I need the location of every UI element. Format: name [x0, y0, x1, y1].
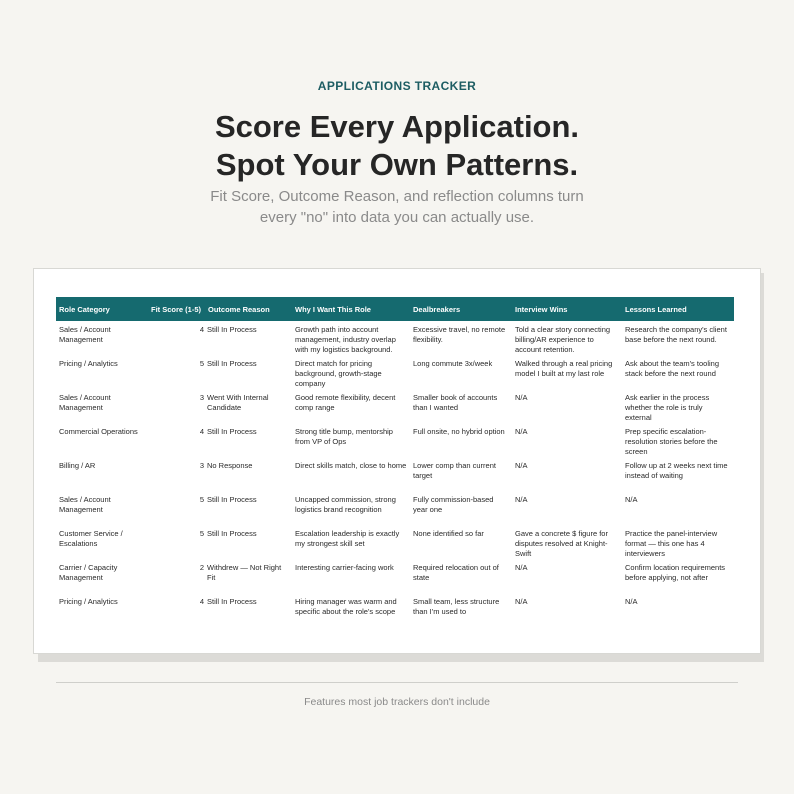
dealbreakers-cell: Smaller book of accounts than I wanted	[413, 393, 498, 412]
fit-score-cell: 4	[199, 325, 204, 334]
dealbreakers-cell: Lower comp than current target	[413, 461, 496, 480]
role-category-cell: Billing / AR	[59, 461, 96, 470]
why-i-want-cell: Interesting carrier-facing work	[295, 563, 394, 572]
dealbreakers-cell: Excessive travel, no remote flexibility.	[413, 325, 506, 344]
lessons-learned-cell: Prep specific escalation-resolution stories before the screen	[625, 427, 718, 456]
headline-line-1: Score Every Application.	[214, 109, 580, 144]
why-i-want-cell: Good remote flexibility, decent comp range	[295, 393, 396, 412]
why-i-want-cell: Escalation leadership is exactly my strongest skill set	[295, 529, 400, 548]
fit-score-cell: 5	[199, 529, 204, 538]
dealbreakers-cell: Long commute 3x/week	[413, 359, 493, 368]
role-category-cell: Carrier / Capacity Management	[59, 563, 118, 582]
dealbreakers-cell: Required relocation out of state	[413, 563, 499, 582]
subheadline-line-1: Fit Score, Outcome Reason, and reflection columns turn	[210, 188, 584, 205]
lessons-learned-cell: Practice the panel-interview format — this one has 4 interviewers	[625, 529, 718, 558]
interview-wins-cell: N/A	[515, 563, 528, 572]
dealbreakers-cell: None identified so far	[413, 529, 484, 538]
role-category-cell: Sales / Account Management	[59, 325, 111, 344]
tracker-table	[56, 297, 734, 627]
subheadline	[0, 186, 794, 228]
role-category-cell: Customer Service / Escalations	[59, 529, 123, 548]
table-header-row	[56, 297, 734, 321]
table-row	[56, 355, 734, 389]
why-i-want-cell: Direct skills match, close to home	[295, 461, 407, 470]
lessons-learned-cell: Ask about the team's tooling stack before the next round	[625, 359, 719, 378]
outcome-reason-cell: Still In Process	[207, 597, 257, 606]
role-category-cell: Commercial Operations	[59, 427, 138, 436]
outcome-reason-cell: Still In Process	[207, 325, 257, 334]
interview-wins-cell: Told a clear story connecting billing/AR experience to account retention.	[515, 325, 611, 354]
column-header: Interview Wins	[512, 297, 622, 321]
lessons-learned-cell: Ask earlier in the process whether the role is truly external	[625, 393, 710, 422]
outcome-reason-cell: Still In Process	[207, 359, 257, 368]
table-row	[56, 525, 734, 559]
dealbreakers-cell: Fully commission-based year one	[413, 495, 494, 514]
fit-score-cell: 3	[199, 393, 204, 402]
column-header: Role Category	[56, 297, 148, 321]
column-header: Dealbreakers	[410, 297, 512, 321]
lessons-learned-cell: Confirm location requirements before applying, not after	[625, 563, 726, 582]
table-row	[56, 321, 734, 355]
role-category-cell: Sales / Account Management	[59, 495, 111, 514]
column-header: Fit Score (1-5)	[148, 297, 205, 321]
why-i-want-cell: Uncapped commission, strong logistics brand recognition	[295, 495, 396, 514]
outcome-reason-cell: Still In Process	[207, 529, 257, 538]
outcome-reason-cell: No Response	[207, 461, 253, 470]
column-header: Outcome Reason	[205, 297, 292, 321]
dealbreakers-cell: Small team, less structure than I'm used to	[413, 597, 500, 616]
headline-line-2: Spot Your Own Patterns.	[215, 147, 579, 182]
role-category-cell: Pricing / Analytics	[59, 597, 118, 606]
lessons-learned-cell: Follow up at 2 weeks next time instead of waiting	[625, 461, 728, 480]
fit-score-cell: 5	[199, 359, 204, 368]
why-i-want-cell: Hiring manager was warm and specific about the role's scope	[295, 597, 397, 616]
subheadline-line-2: every "no" into data you can actually use.	[259, 209, 535, 226]
why-i-want-cell: Growth path into account management, industry overlap with my logistics background.	[295, 325, 396, 354]
lessons-learned-cell: Research the company's client base before the next round.	[625, 325, 727, 344]
dealbreakers-cell: Full onsite, no hybrid option	[413, 427, 505, 436]
outcome-reason-cell: Still In Process	[207, 495, 257, 504]
outcome-reason-cell: Withdrew — Not Right Fit	[207, 563, 282, 582]
tracker-table-body	[56, 321, 734, 627]
section-kicker: APPLICATIONS TRACKER	[317, 79, 477, 93]
footer-caption: Features most job trackers don't include	[304, 696, 490, 708]
why-i-want-cell: Strong title bump, mentorship from VP of Ops	[295, 427, 393, 446]
divider	[56, 682, 738, 683]
column-header: Lessons Learned	[622, 297, 734, 321]
fit-score-cell: 3	[199, 461, 204, 470]
spreadsheet-preview	[33, 268, 761, 654]
table-row	[56, 389, 734, 423]
fit-score-cell: 4	[199, 597, 204, 606]
fit-score-cell: 5	[199, 495, 204, 504]
column-header: Why I Want This Role	[292, 297, 410, 321]
table-row	[56, 457, 734, 491]
table-row	[56, 423, 734, 457]
lessons-learned-cell: N/A	[625, 597, 638, 606]
interview-wins-cell: N/A	[515, 393, 528, 402]
outcome-reason-cell: Went With Internal Candidate	[207, 393, 269, 412]
interview-wins-cell: N/A	[515, 427, 528, 436]
role-category-cell: Sales / Account Management	[59, 393, 111, 412]
lessons-learned-cell: N/A	[625, 495, 638, 504]
table-row	[56, 559, 734, 593]
interview-wins-cell: Walked through a real pricing model I built at my last role	[515, 359, 613, 378]
why-i-want-cell: Direct match for pricing background, growth-stage company	[295, 359, 382, 388]
interview-wins-cell: N/A	[515, 461, 528, 470]
interview-wins-cell: N/A	[515, 495, 528, 504]
fit-score-cell: 4	[199, 427, 204, 436]
table-row	[56, 491, 734, 525]
interview-wins-cell: Gave a concrete $ figure for disputes resolved at Knight-Swift	[515, 529, 608, 558]
headline	[0, 108, 794, 184]
fit-score-cell: 2	[199, 563, 204, 572]
role-category-cell: Pricing / Analytics	[59, 359, 118, 368]
table-row	[56, 593, 734, 627]
outcome-reason-cell: Still In Process	[207, 427, 257, 436]
interview-wins-cell: N/A	[515, 597, 528, 606]
